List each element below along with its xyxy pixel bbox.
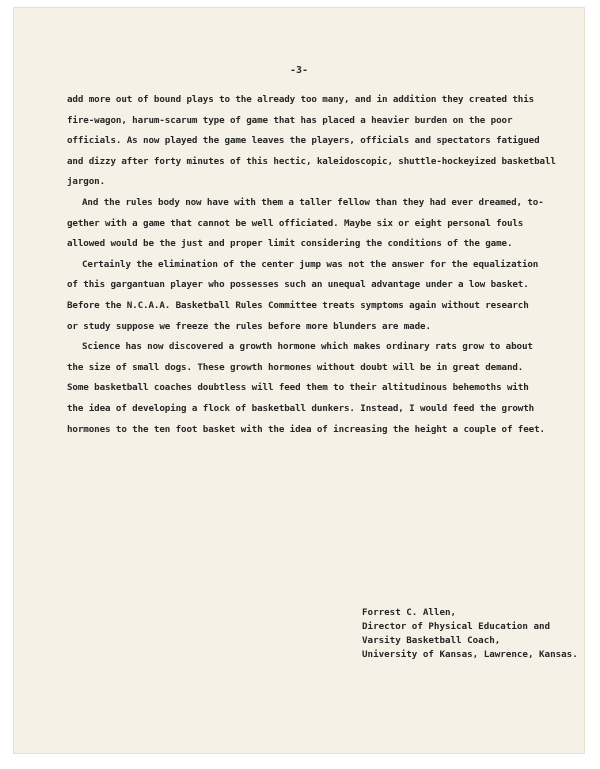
letter-body [67, 90, 587, 440]
text-line: Science has now discovered a growth hormone which makes ordinary rats grow to about [82, 341, 533, 353]
signatory-affiliation: University of Kansas, Lawrence, Kansas. [362, 649, 578, 660]
signatory-title: Varsity Basketball Coach, [362, 635, 501, 646]
text-line: or study suppose we freeze the rules before more blunders are made. [67, 320, 431, 332]
text-line: allowed would be the just and proper limit considering the conditions of the game. [67, 238, 513, 250]
text-line: Before the N.C.A.A. Basketball Rules Committee treats symptoms again without research [67, 299, 529, 311]
page-number: -3- [289, 65, 309, 76]
text-line: And the rules body now have with them a taller fellow than they had ever dreamed, to- [82, 196, 544, 208]
text-line: and dizzy after forty minutes of this hectic, kaleidoscopic, shuttle-hockeyized basketball [67, 155, 556, 167]
text-line: hormones to the ten foot basket with the idea of increasing the height a couple of feet. [67, 423, 545, 435]
text-line: gether with a game that cannot be well officiated. Maybe six or eight personal fouls [67, 217, 524, 229]
signatory-title: Director of Physical Education and [362, 621, 551, 632]
signatory-name: Forrest C. Allen, [362, 607, 457, 618]
signature-block [362, 606, 578, 662]
text-line: of this gargantuan player who possesses such an unequal advantage under a low basket. [67, 279, 529, 291]
text-line: the size of small dogs. These growth hormones without doubt will be in great demand. [67, 361, 524, 373]
text-line: jargon. [67, 176, 106, 188]
text-line: Certainly the elimination of the center jump was not the answer for the equalization [82, 258, 539, 270]
text-line: Some basketball coaches doubtless will feed them to their altitudinous behemoths with [67, 382, 529, 394]
text-line: the idea of developing a flock of basketball dunkers. Instead, I would feed the growth [67, 402, 535, 414]
text-line: fire-wagon, harum-scarum type of game that has placed a heavier burden on the poor [67, 114, 513, 126]
document-page [14, 8, 584, 753]
text-line: officials. As now played the game leaves the players, officials and spectators fatigued [67, 135, 540, 147]
text-line: add more out of bound plays to the already too many, and in addition they created this [67, 94, 535, 105]
